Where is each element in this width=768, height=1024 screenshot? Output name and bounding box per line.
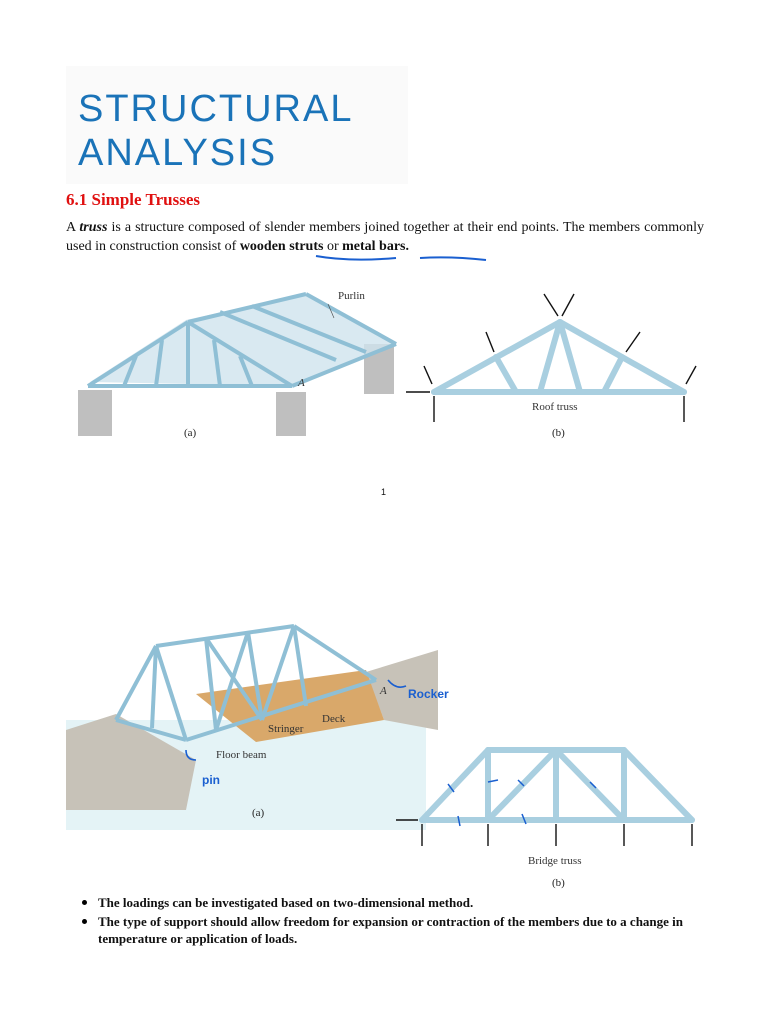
title-banner	[66, 66, 408, 184]
key-points-list	[80, 894, 710, 949]
two-dimensional-term: two-dimensional	[333, 895, 425, 910]
handwritten-underlines	[300, 250, 500, 266]
roof-truss-3d-illustration	[78, 290, 396, 439]
title-line-1: STRUCTURAL	[78, 88, 354, 130]
caption-b: (b)	[552, 427, 565, 439]
truss-term: truss	[79, 220, 108, 235]
bullet-item: The loadings can be investigated based on two-dimensional method.	[80, 894, 710, 911]
metal-bars-term: metal bars.	[342, 239, 409, 254]
point-a-label: A	[298, 377, 305, 389]
rocker-note: Rocker	[408, 687, 449, 701]
expansion-term: for expansion	[332, 914, 409, 929]
bridge-truss-figure	[66, 610, 704, 890]
wooden-struts-term: wooden struts	[239, 239, 324, 254]
caption-a: (a)	[184, 427, 197, 439]
bridge-truss-3d-illustration	[66, 626, 449, 830]
roof-truss-label: Roof truss	[532, 401, 578, 413]
intro-paragraph: A truss is a structure composed of slender members joined together at their end points. The members commonly used in construction consist of wooden struts or metal bars.	[66, 220, 705, 254]
bridge-truss-label: Bridge truss	[528, 855, 582, 867]
deck-label: Deck	[322, 713, 346, 725]
pin-note: pin	[202, 773, 220, 787]
roof-truss-figure	[66, 282, 704, 442]
floor-beam-label: Floor beam	[216, 749, 267, 761]
title-line-2: ANALYSIS	[78, 132, 278, 174]
caption-a-bridge: (a)	[252, 807, 265, 819]
section-heading: 6.1 Simple Trusses	[66, 190, 200, 209]
bridge-truss-diagram	[396, 750, 692, 889]
purlin-label: Purlin	[338, 290, 365, 302]
roof-truss-diagram	[406, 294, 696, 439]
bullet-item: The type of support should allow freedom for expansion or contraction of the members due to a change in temperature or application of loads.	[80, 913, 710, 947]
bridge-point-a-label: A	[380, 685, 387, 697]
stringer-label: Stringer	[268, 723, 304, 735]
page-number: 1	[381, 487, 387, 497]
caption-b-bridge: (b)	[552, 877, 565, 889]
